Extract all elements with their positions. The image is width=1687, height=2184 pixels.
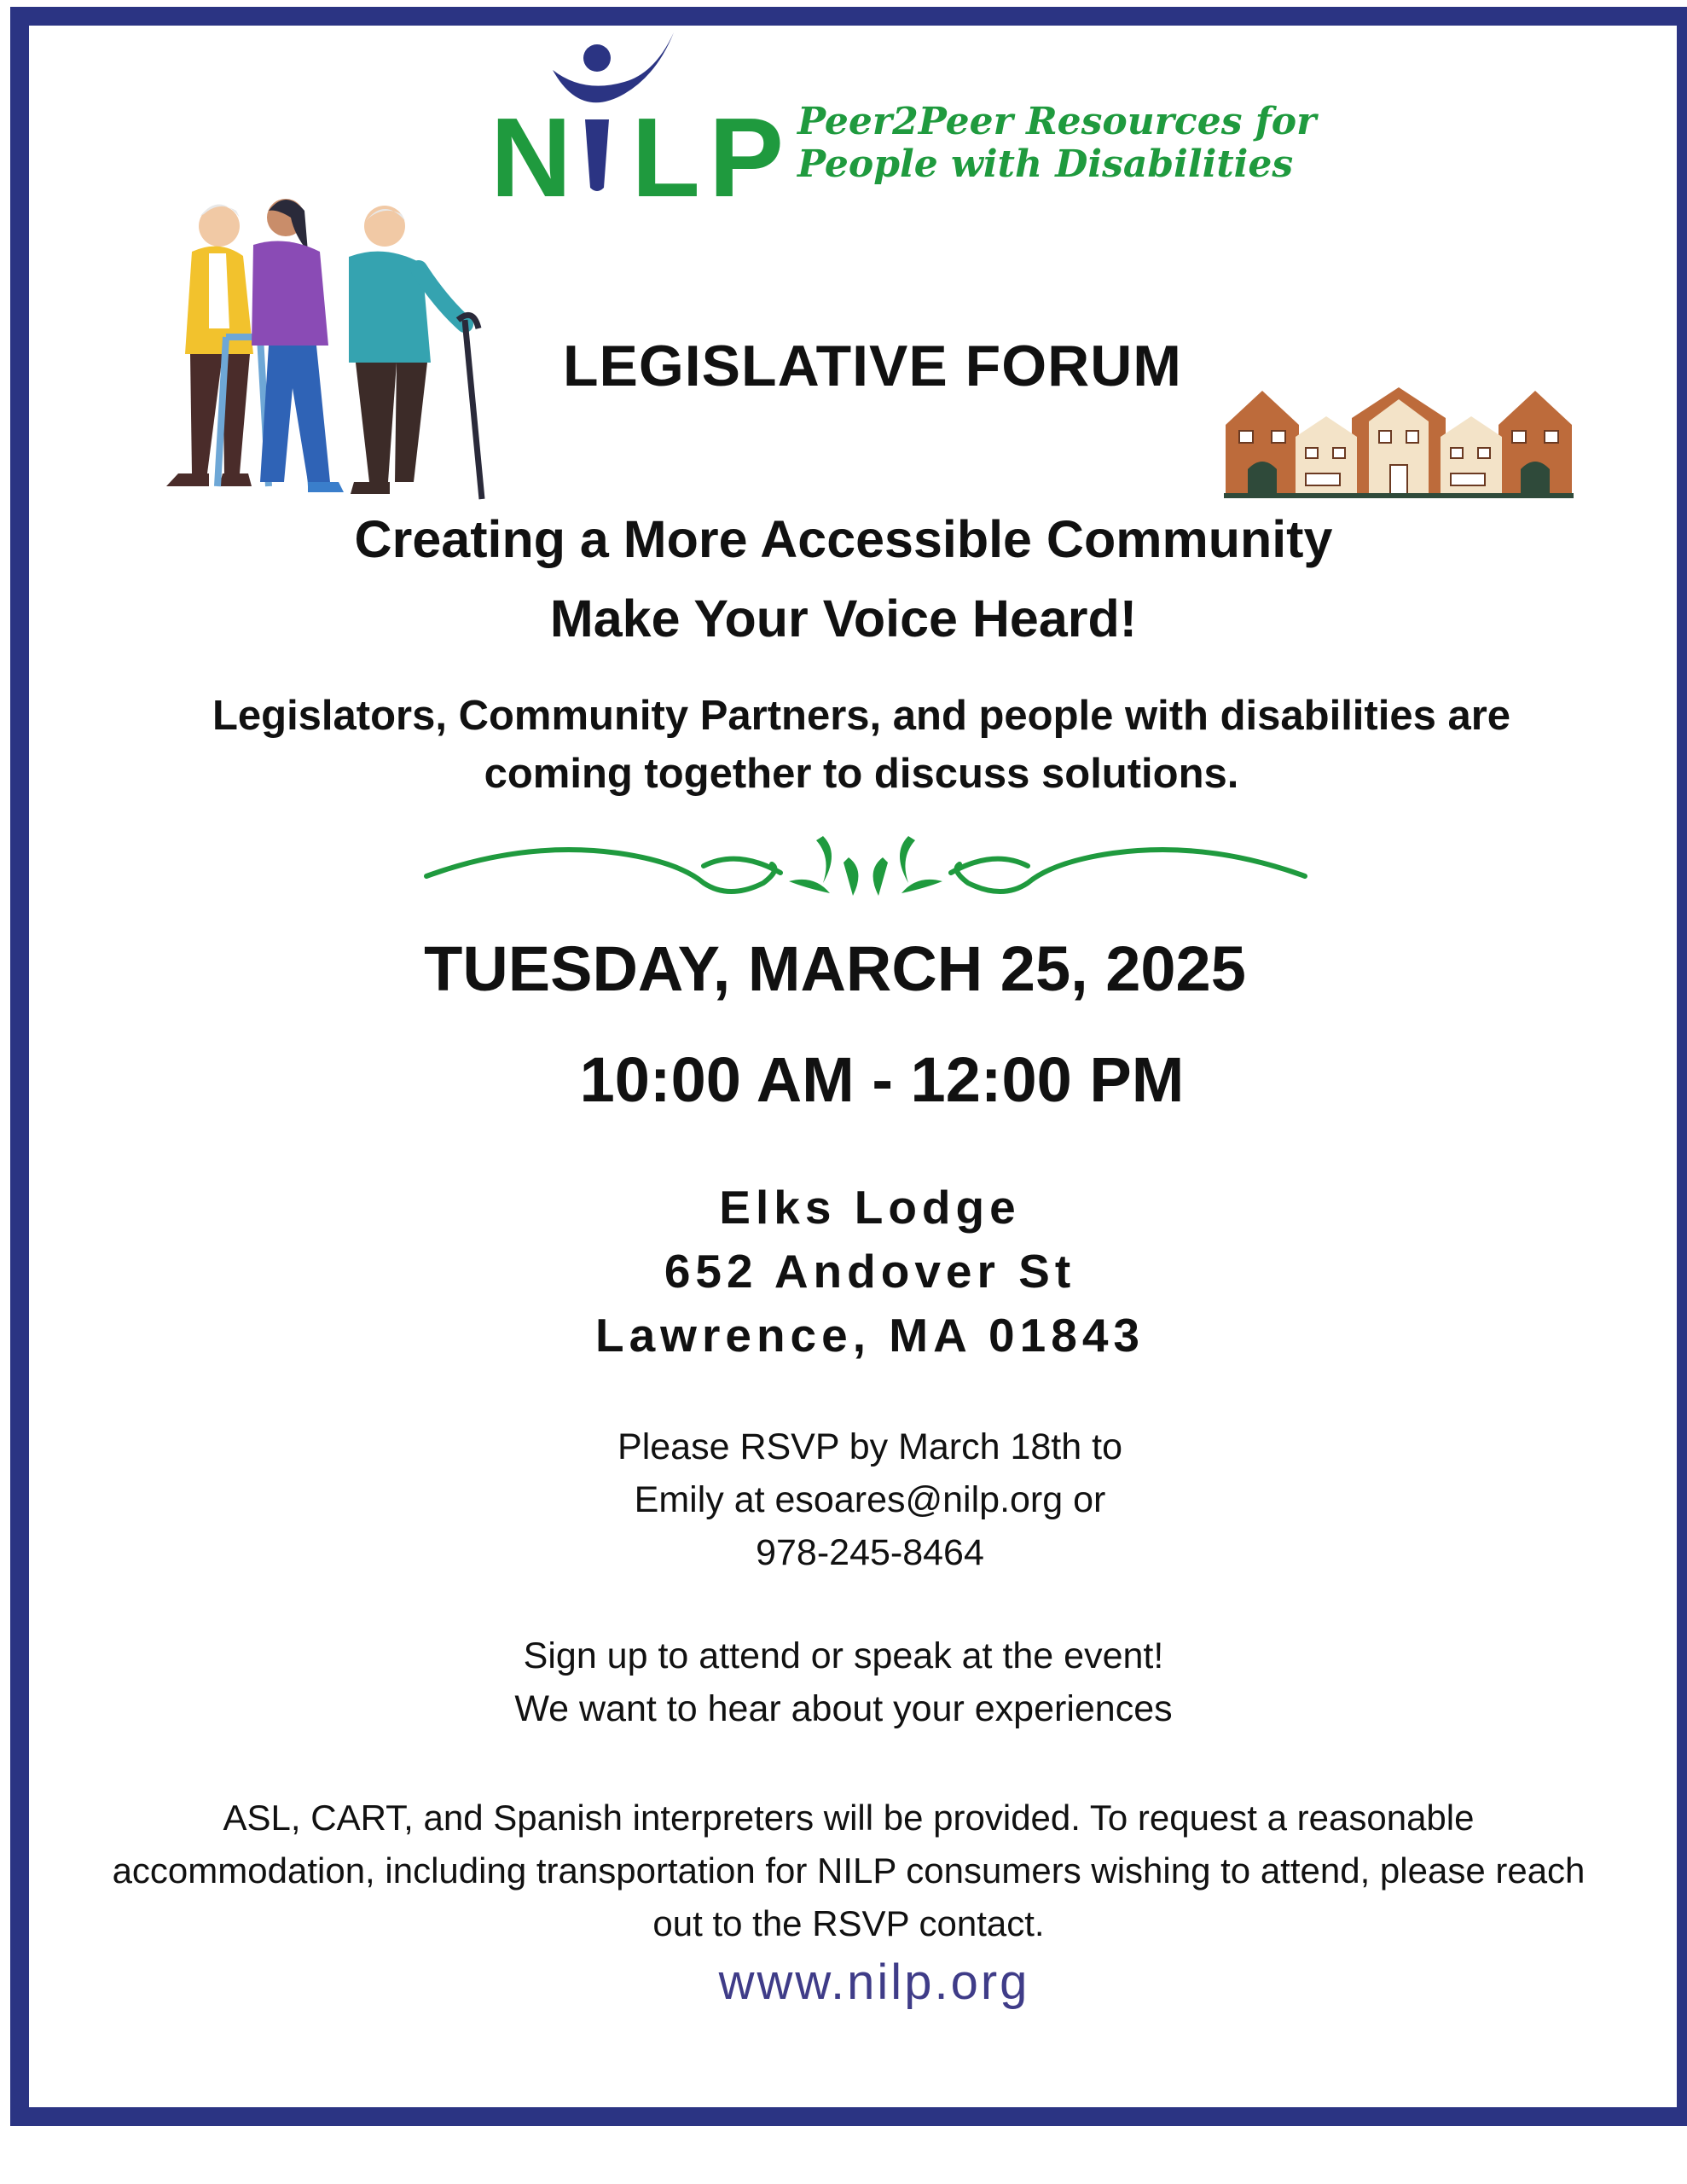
intro-paragraph bbox=[119, 687, 1603, 803]
rsvp-line-1: Please RSVP by March 18th to bbox=[617, 1426, 1122, 1467]
accessibility-line-3: out to the RSVP contact. bbox=[652, 1903, 1045, 1943]
logo-letter-l: L bbox=[631, 95, 709, 220]
accessibility-line-1: ASL, CART, and Spanish interpreters will be provided. To request a reasonable bbox=[223, 1798, 1475, 1838]
subtitle-line-2: Make Your Voice Heard! bbox=[549, 590, 1138, 648]
logo-letter-i bbox=[580, 94, 614, 196]
tagline-line-2: People with Disabilities bbox=[797, 142, 1294, 186]
tagline-line-1: Peer2Peer Resources for bbox=[797, 100, 1317, 143]
signup-line-2: We want to hear about your experiences bbox=[514, 1688, 1173, 1729]
rsvp-line-2: Emily at esoares@nilp.org or bbox=[634, 1479, 1106, 1520]
event-date: TUESDAY, MARCH 25, 2025 bbox=[424, 933, 1246, 1004]
accessibility-info bbox=[34, 1792, 1663, 1950]
intro-line-1: Legislators, Community Partners, and people with disabilities are bbox=[212, 693, 1511, 739]
people-with-walker-and-cane-icon bbox=[141, 192, 499, 516]
event-time: 10:00 AM - 12:00 PM bbox=[579, 1044, 1185, 1115]
logo-tagline bbox=[797, 101, 1316, 186]
signup-info bbox=[0, 1629, 1687, 1735]
logo-letter-p: P bbox=[708, 95, 793, 220]
signup-line-1: Sign up to attend or speak at the event! bbox=[523, 1635, 1164, 1676]
rsvp-phone: 978-245-8464 bbox=[756, 1532, 984, 1573]
venue-city: Lawrence, MA 01843 bbox=[594, 1309, 1145, 1362]
accessibility-line-2: accommodation, including transportation for NILP consumers wishing to attend, please reach bbox=[112, 1850, 1586, 1891]
venue-address bbox=[0, 1176, 1687, 1368]
logo-wordmark bbox=[490, 94, 793, 220]
logo-letter-n: N bbox=[490, 95, 581, 220]
venue-name: Elks Lodge bbox=[719, 1181, 1021, 1234]
venue-street: 652 Andover St bbox=[664, 1245, 1076, 1298]
intro-line-2: coming together to discuss solutions. bbox=[484, 751, 1239, 797]
green-flourish-divider bbox=[422, 832, 1309, 909]
website-link[interactable]: www.nilp.org bbox=[718, 1955, 1030, 2010]
subtitle-line-1: Creating a More Accessible Community bbox=[354, 510, 1333, 568]
page-title: LEGISLATIVE FORUM bbox=[563, 334, 1182, 398]
rsvp-info bbox=[0, 1420, 1687, 1579]
row-of-houses-icon bbox=[1224, 384, 1574, 499]
